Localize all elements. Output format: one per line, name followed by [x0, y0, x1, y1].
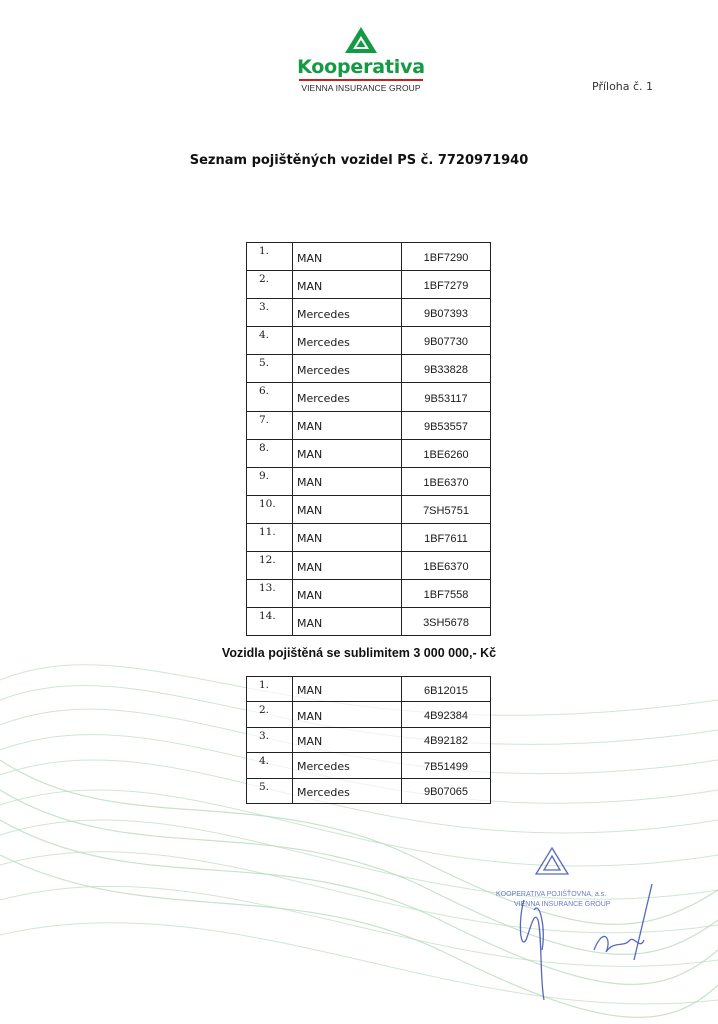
kooperativa-triangle-icon — [344, 26, 378, 54]
license-plate: 1BF7290 — [402, 243, 491, 271]
vehicle-make: MAN — [293, 271, 402, 299]
row-number: 12. — [247, 552, 293, 580]
table-row — [247, 727, 491, 752]
row-number: 1. — [247, 677, 293, 702]
vehicle-make: MAN — [293, 411, 402, 439]
row-number: 2. — [247, 702, 293, 727]
license-plate: 1BE6260 — [402, 439, 491, 467]
row-number: 1. — [247, 243, 293, 271]
table-row — [247, 552, 491, 580]
row-number: 5. — [247, 355, 293, 383]
license-plate: 1BF7558 — [402, 580, 491, 608]
row-number: 4. — [247, 753, 293, 778]
vehicle-make: MAN — [293, 467, 402, 495]
table-row — [247, 580, 491, 608]
row-number: 4. — [247, 327, 293, 355]
table-row — [247, 355, 491, 383]
license-plate: 1BF7279 — [402, 271, 491, 299]
row-number: 3. — [247, 727, 293, 752]
brand-divider — [299, 79, 423, 81]
vehicle-make: MAN — [293, 702, 402, 727]
brand-subtitle: VIENNA INSURANCE GROUP — [301, 83, 421, 93]
table-row — [247, 778, 491, 803]
vehicle-make: Mercedes — [293, 299, 402, 327]
license-plate: 3SH5678 — [402, 608, 491, 636]
license-plate: 4B92384 — [402, 702, 491, 727]
vehicle-make: MAN — [293, 727, 402, 752]
company-logo — [296, 26, 426, 93]
table-row — [247, 523, 491, 551]
license-plate: 9B53117 — [402, 383, 491, 411]
vehicle-make: Mercedes — [293, 778, 402, 803]
vehicle-make: Mercedes — [293, 383, 402, 411]
document-title: Seznam pojištěných vozidel PS č. 7720971940 — [189, 153, 529, 168]
table-row — [247, 327, 491, 355]
stamp-text-line1: KOOPERATIVA POJIŠŤOVNA, a.s. — [496, 891, 607, 898]
license-plate: 9B07393 — [402, 299, 491, 327]
table-row — [247, 467, 491, 495]
vehicle-make: Mercedes — [293, 355, 402, 383]
row-number: 7. — [247, 411, 293, 439]
license-plate: 1BF7611 — [402, 523, 491, 551]
row-number: 5. — [247, 778, 293, 803]
vehicle-make: MAN — [293, 495, 402, 523]
license-plate: 9B07730 — [402, 327, 491, 355]
table-row — [247, 677, 491, 702]
sublimit-heading: Vozidla pojištěná se sublimitem 3 000 000,- Kč — [221, 646, 497, 660]
annex-label: Příloha č. 1 — [592, 80, 654, 93]
insured-vehicles-table — [246, 242, 491, 636]
vehicle-make: MAN — [293, 677, 402, 702]
vehicle-make: Mercedes — [293, 753, 402, 778]
vehicle-make: MAN — [293, 552, 402, 580]
table-row — [247, 299, 491, 327]
vehicle-make: MAN — [293, 580, 402, 608]
license-plate: 4B92182 — [402, 727, 491, 752]
row-number: 10. — [247, 495, 293, 523]
license-plate: 7B51499 — [402, 753, 491, 778]
license-plate: 7SH5751 — [402, 495, 491, 523]
vehicle-make: MAN — [293, 608, 402, 636]
row-number: 11. — [247, 523, 293, 551]
row-number: 9. — [247, 467, 293, 495]
row-number: 13. — [247, 580, 293, 608]
vehicle-make: MAN — [293, 523, 402, 551]
row-number: 3. — [247, 299, 293, 327]
row-number: 6. — [247, 383, 293, 411]
brand-name: Kooperativa — [297, 56, 425, 78]
license-plate: 6B12015 — [402, 677, 491, 702]
table-row — [247, 383, 491, 411]
table-row — [247, 243, 491, 271]
vehicle-make: MAN — [293, 243, 402, 271]
table-row — [247, 753, 491, 778]
license-plate: 1BE6370 — [402, 467, 491, 495]
table-row — [247, 495, 491, 523]
vehicle-make: Mercedes — [293, 327, 402, 355]
table-row — [247, 271, 491, 299]
table-row — [247, 439, 491, 467]
sublimit-vehicles-table — [246, 676, 491, 804]
license-plate: 1BE6370 — [402, 552, 491, 580]
row-number: 2. — [247, 271, 293, 299]
row-number: 8. — [247, 439, 293, 467]
license-plate: 9B33828 — [402, 355, 491, 383]
table-row — [247, 608, 491, 636]
license-plate: 9B07065 — [402, 778, 491, 803]
company-stamp-and-signature — [494, 840, 674, 1010]
license-plate: 9B53557 — [402, 411, 491, 439]
table-row — [247, 411, 491, 439]
row-number: 14. — [247, 608, 293, 636]
stamp-text-line2: VIENNA INSURANCE GROUP — [514, 901, 611, 908]
table-row — [247, 702, 491, 727]
vehicle-make: MAN — [293, 439, 402, 467]
